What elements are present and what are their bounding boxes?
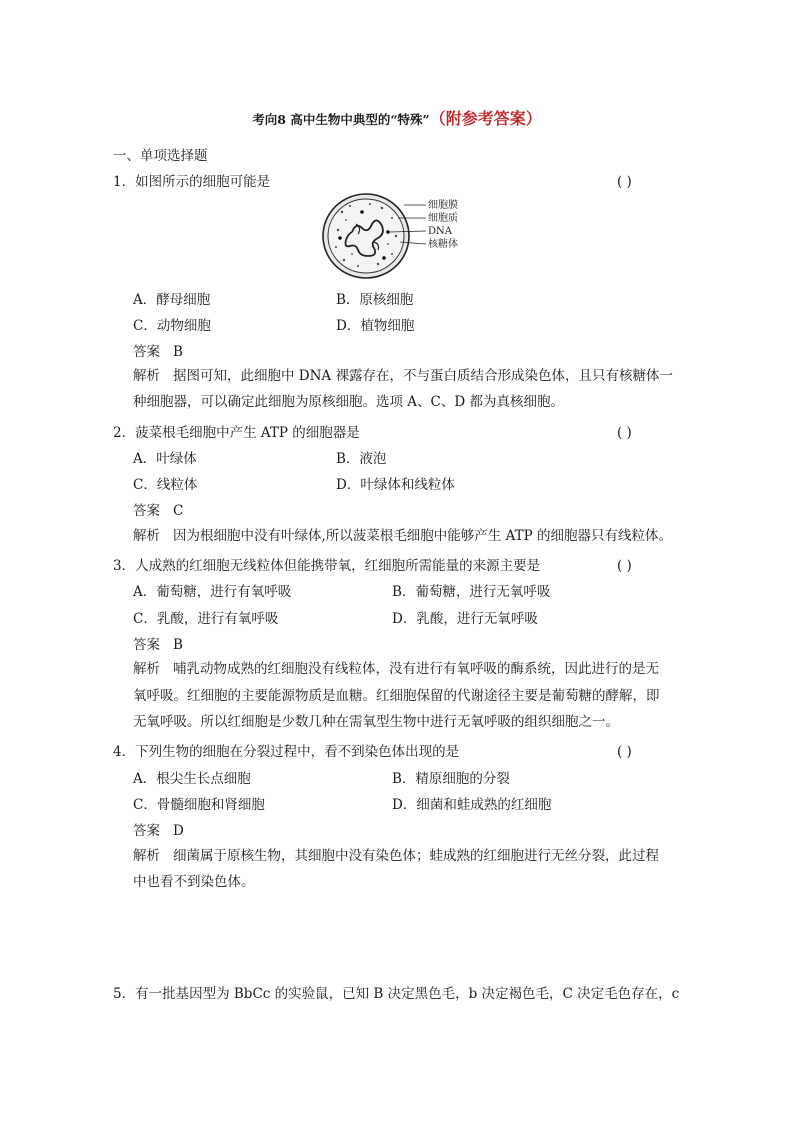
q3-option-c: C．乳酸，进行有氧呼吸 xyxy=(133,611,279,627)
explanation-label: 解析 xyxy=(133,661,160,677)
q3-option-b: B．葡萄糖，进行无氧呼吸 xyxy=(392,584,551,600)
q4-explanation-2: 中也看不到染色体。 xyxy=(133,874,255,890)
q3-explanation-3: 无氧呼吸。所以红细胞是少数几种在需氧型生物中进行无氧呼吸的组织细胞之一。 xyxy=(133,714,619,730)
q1-option-b: B．原核细胞 xyxy=(336,292,414,308)
explanation-label: 解析 xyxy=(133,368,160,384)
section-heading: 一、单项选择题 xyxy=(113,148,208,164)
q2-explanation-1: 解析 因为根细胞中没有叶绿体,所以菠菜根毛细胞中能够产生 ATP 的细胞器只有线粒体。 xyxy=(133,528,672,544)
answer-label: 答案 xyxy=(133,344,160,360)
q4-answer xyxy=(133,821,184,841)
label-dna: DNA xyxy=(428,226,452,237)
answer-value: B xyxy=(173,344,183,360)
q2-option-c: C．线粒体 xyxy=(133,477,198,493)
q2-answer xyxy=(133,501,183,521)
q5-stem: 5．有一批基因型为 BbCc 的实验鼠，已知 B 决定黑色毛，b 决定褐色毛，C 决定毛色存在，c xyxy=(113,986,680,1002)
q3-option-a: A．葡萄糖，进行有氧呼吸 xyxy=(133,584,292,600)
page-title xyxy=(0,106,794,129)
q2-option-a: A．叶绿体 xyxy=(133,451,197,467)
label-cell-membrane: 细胞膜 xyxy=(428,200,458,211)
cell-membrane xyxy=(328,199,404,273)
q1-option-a: A．酵母细胞 xyxy=(133,292,211,308)
q4-answer-blank: ( ) xyxy=(617,744,632,760)
q4-stem: 4．下列生物的细胞在分裂过程中，看不到染色体出现的是 xyxy=(113,744,460,760)
q4-option-a: A．根尖生长点细胞 xyxy=(133,771,251,787)
answer-label: 答案 xyxy=(133,823,160,839)
answer-label: 答案 xyxy=(133,503,160,519)
q1-answer xyxy=(133,342,183,362)
q1-option-c: C．动物细胞 xyxy=(133,318,211,334)
answer-label: 答案 xyxy=(133,637,160,653)
label-ribosome: 核糖体 xyxy=(428,239,458,250)
q1-explanation-1: 解析 据图可知，此细胞中 DNA 裸露存在，不与蛋白质结合形成染色体，且只有核糖体一 xyxy=(133,368,673,384)
q4-option-b: B．精原细胞的分裂 xyxy=(392,771,510,787)
q2-option-d: D．叶绿体和线粒体 xyxy=(336,477,455,493)
title-answer-note: （附参考答案） xyxy=(429,109,542,128)
title-main: 考向8 高中生物中典型的“特殊” xyxy=(252,112,430,127)
q3-explanation-2: 氧呼吸。红细胞的主要能源物质是血糖。红细胞保留的代谢途径主要是葡萄糖的酵解，即 xyxy=(133,688,660,704)
prokaryotic-cell-figure xyxy=(322,192,472,280)
q2-stem: 2．菠菜根毛细胞中产生 ATP 的细胞器是 xyxy=(113,425,360,441)
explanation-label: 解析 xyxy=(133,528,160,544)
q3-stem: 3．人成熟的红细胞无线粒体但能携带氧，红细胞所需能量的来源主要是 xyxy=(113,558,541,574)
explanation-label: 解析 xyxy=(133,848,160,864)
q1-answer-blank: ( ) xyxy=(617,174,632,190)
answer-value: C xyxy=(173,503,184,519)
answer-value: B xyxy=(173,637,183,653)
q3-explanation-1: 解析 哺乳动物成熟的红细胞没有线粒体，没有进行有氧呼吸的酶系统，因此进行的是无 xyxy=(133,661,659,677)
q2-answer-blank: ( ) xyxy=(617,425,632,441)
answer-value: D xyxy=(173,823,184,839)
q2-option-b: B．液泡 xyxy=(336,451,387,467)
q4-option-d: D．细菌和蛙成熟的红细胞 xyxy=(392,797,552,813)
q1-explanation-2: 种细胞器，可以确定此细胞为原核细胞。选项 A、C、D 都为真核细胞。 xyxy=(133,394,564,410)
q3-option-d: D．乳酸，进行无氧呼吸 xyxy=(392,611,538,627)
q3-answer xyxy=(133,635,183,655)
label-cytoplasm: 细胞质 xyxy=(428,213,458,224)
q4-option-c: C．骨髓细胞和肾细胞 xyxy=(133,797,265,813)
q3-answer-blank: ( ) xyxy=(617,558,632,574)
q4-explanation-1: 解析 细菌属于原核生物，其细胞中没有染色体；蛙成熟的红细胞进行无丝分裂，此过程 xyxy=(133,848,659,864)
q1-option-d: D．植物细胞 xyxy=(336,318,415,334)
q1-stem: 1．如图所示的细胞可能是 xyxy=(113,174,271,190)
